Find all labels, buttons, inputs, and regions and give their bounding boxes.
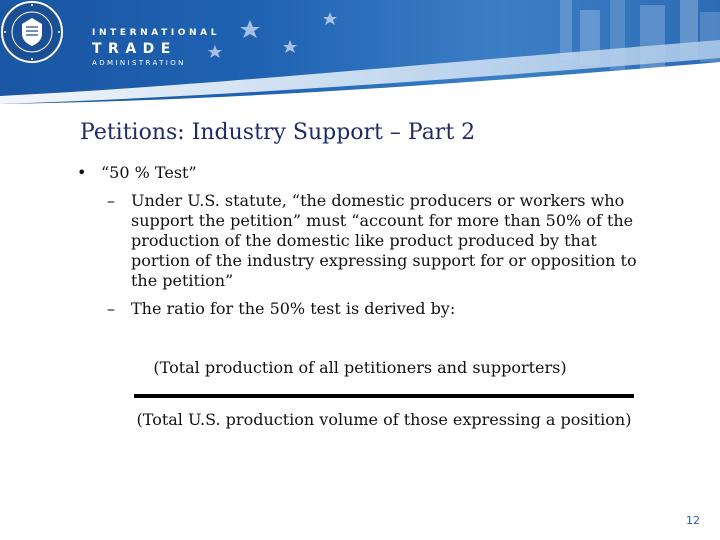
sub-bullet-item xyxy=(77,299,651,319)
sub-bullet-item xyxy=(77,191,651,291)
brand-line-2: TRADE xyxy=(92,41,177,57)
fraction-numerator: (Total production of all petitioners and supporters) xyxy=(153,358,567,377)
page-number: 12 xyxy=(686,514,700,527)
brand-line-1: INTERNATIONAL xyxy=(92,28,221,38)
commerce-seal-icon xyxy=(0,0,64,64)
slide-body xyxy=(77,163,697,319)
dash-marker: – xyxy=(107,191,115,210)
bullet-marker: • xyxy=(77,163,87,182)
bullet-item xyxy=(77,163,697,183)
dash-marker: – xyxy=(107,299,115,318)
fraction-denominator: (Total U.S. production volume of those expressing a position) xyxy=(136,410,632,429)
sub-bullet-text: The ratio for the 50% test is derived by: xyxy=(131,299,456,318)
bullet-text: “50 % Test” xyxy=(101,163,197,182)
ita-wordmark xyxy=(92,28,220,68)
fraction-divider xyxy=(134,394,634,398)
slide-title: Petitions: Industry Support – Part 2 xyxy=(80,120,476,145)
header-banner xyxy=(0,0,720,104)
brand-line-3: ADMINISTRATION xyxy=(92,59,186,67)
sub-bullet-text: Under U.S. statute, “the domestic producers or workers who support the petition” must “account for more than 50% of the production of the domestic like product produced by that portion of the industry expressing support for or opposition to the petition” xyxy=(131,191,637,290)
